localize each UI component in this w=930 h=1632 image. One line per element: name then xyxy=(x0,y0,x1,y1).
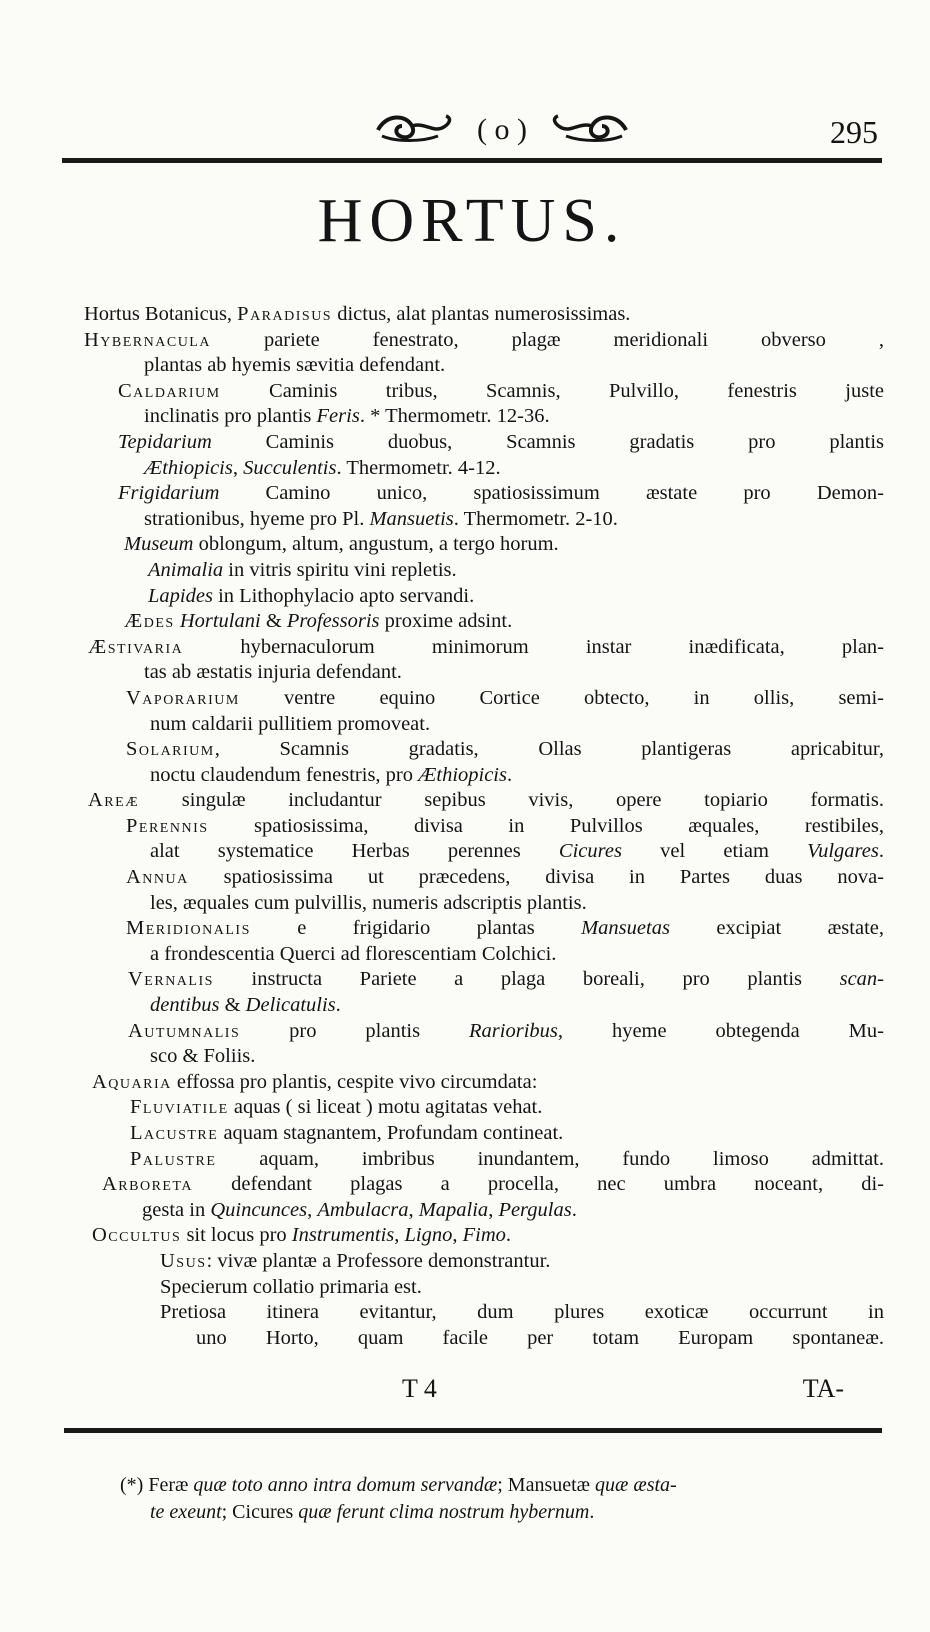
text-line: noctu claudendum fenestris, pro Æthiopicis. xyxy=(150,763,513,786)
footnote-rule xyxy=(64,1428,882,1433)
text-line: Hybernacula pariete fenestrato, plagæ meridionali obverso , xyxy=(84,328,884,351)
text-line: Aquaria effossa pro plantis, cespite vivo circumdata: xyxy=(92,1070,538,1093)
text-line: Fluviatile aquas ( si liceat ) motu agitatas vehat. xyxy=(130,1096,543,1119)
text-line: Museum oblongum, altum, angustum, a tergo horum. xyxy=(124,533,559,556)
footnote xyxy=(120,1472,880,1526)
text-line: uno Horto, quam facile per totam Europam spontaneæ. xyxy=(196,1326,884,1349)
fleuron-ornament-icon xyxy=(372,108,632,148)
page-header xyxy=(62,106,882,164)
main-text xyxy=(84,302,884,1351)
text-line: Hortus Botanicus, Paradisus dictus, alat plantas numerosissimas. xyxy=(84,303,631,325)
signature-mark: T 4 xyxy=(402,1374,437,1403)
text-line: Palustre aquam, imbribus inundantem, fundo limoso admittat. xyxy=(130,1147,884,1170)
text-line: Lapides in Lithophylacio apto servandi. xyxy=(148,584,475,607)
text-line: Meridionalis e frigidario plantas Mansuetas excipiat æstate, xyxy=(126,917,884,940)
text-line: strationibus, hyeme pro Pl. Mansuetis. Thermometr. 2-10. xyxy=(144,507,618,530)
footnote-line: te exeunt; Cicures quæ ferunt clima nostrum hybernum. xyxy=(150,1501,595,1523)
page-foot xyxy=(62,1374,882,1404)
header-rule xyxy=(62,158,882,163)
text-line: Lacustre aquam stagnantem, Profundam contineat. xyxy=(130,1122,564,1144)
text-line: Autumnalis pro plantis Rarioribus, hyeme obtegenda Mu- xyxy=(128,1019,884,1042)
text-line: inclinatis pro plantis Feris. * Thermometr. 12-36. xyxy=(144,405,550,428)
text-line: alat systematice Herbas perennes Cicures vel etiam Vulgares. xyxy=(150,840,884,863)
text-line: plantas ab hyemis sævitia defendant. xyxy=(144,354,446,377)
text-line: Usus: vivæ plantæ a Professore demonstrantur. xyxy=(160,1249,551,1272)
text-line: Frigidarium Camino unico, spatiosissimum æstate pro Demon- xyxy=(118,482,884,505)
text-line: Æstivaria hybernaculorum minimorum instar inædificata, plan- xyxy=(88,635,884,658)
text-line: Solarium, Scamnis gradatis, Ollas plantigeras apricabitur, xyxy=(126,738,884,761)
text-line: Arboreta defendant plagas a procella, nec umbra noceant, di- xyxy=(102,1173,884,1196)
page-title: HORTUS. xyxy=(317,187,627,255)
footnote-line: (*) Feræ quæ toto anno intra domum servandæ; Mansuetæ quæ æsta- xyxy=(120,1474,677,1496)
text-line: num caldarii pullitiem promoveat. xyxy=(150,712,431,735)
text-line: Ædes Hortulani & Professoris proxime adsint. xyxy=(124,610,513,633)
text-line: Æthiopicis, Succulentis. Thermometr. 4-12. xyxy=(144,456,501,479)
text-line: Caldarium Caminis tribus, Scamnis, Pulvillo, fenestris juste xyxy=(118,379,884,402)
text-line: Vaporarium ventre equino Cortice obtecto, in ollis, semi- xyxy=(126,686,884,709)
text-line: sco & Foliis. xyxy=(150,1045,256,1068)
text-line: Tepidarium Caminis duobus, Scamnis gradatis pro plantis xyxy=(118,430,884,453)
catchword: TA- xyxy=(802,1374,844,1403)
page-number: 295 xyxy=(830,114,878,150)
text-line: les, æquales cum pulvillis, numeris adscriptis plantis. xyxy=(150,891,587,914)
text-line: a frondescentia Querci ad florescentiam Colchici. xyxy=(150,942,557,965)
text-line: Vernalis instructa Pariete a plaga boreali, pro plantis scan- xyxy=(128,968,884,991)
text-line: Pretiosa itinera evitantur, dum plures exoticæ occurrunt in xyxy=(160,1301,884,1324)
text-line: tas ab æstatis injuria defendant. xyxy=(144,661,402,684)
text-line: Perennis spatiosissima, divisa in Pulvillos æquales, restibiles, xyxy=(126,814,884,837)
text-line: Specierum collatio primaria est. xyxy=(160,1275,422,1298)
ornament-text: ( o ) xyxy=(477,113,527,146)
text-line: Annua spatiosissima ut præcedens, divisa in Partes duas nova- xyxy=(126,866,884,889)
text-line: dentibus & Delicatulis. xyxy=(150,994,341,1017)
text-line: Occultus sit locus pro Instrumentis, Ligno, Fimo. xyxy=(92,1224,512,1247)
text-line: Animalia in vitris spiritu vini repletis. xyxy=(148,558,457,581)
text-line: gesta in Quincunces, Ambulacra, Mapalia, Pergulas. xyxy=(142,1198,577,1221)
text-line: Areæ singulæ includantur sepibus vivis, opere topiario formatis. xyxy=(88,789,884,812)
